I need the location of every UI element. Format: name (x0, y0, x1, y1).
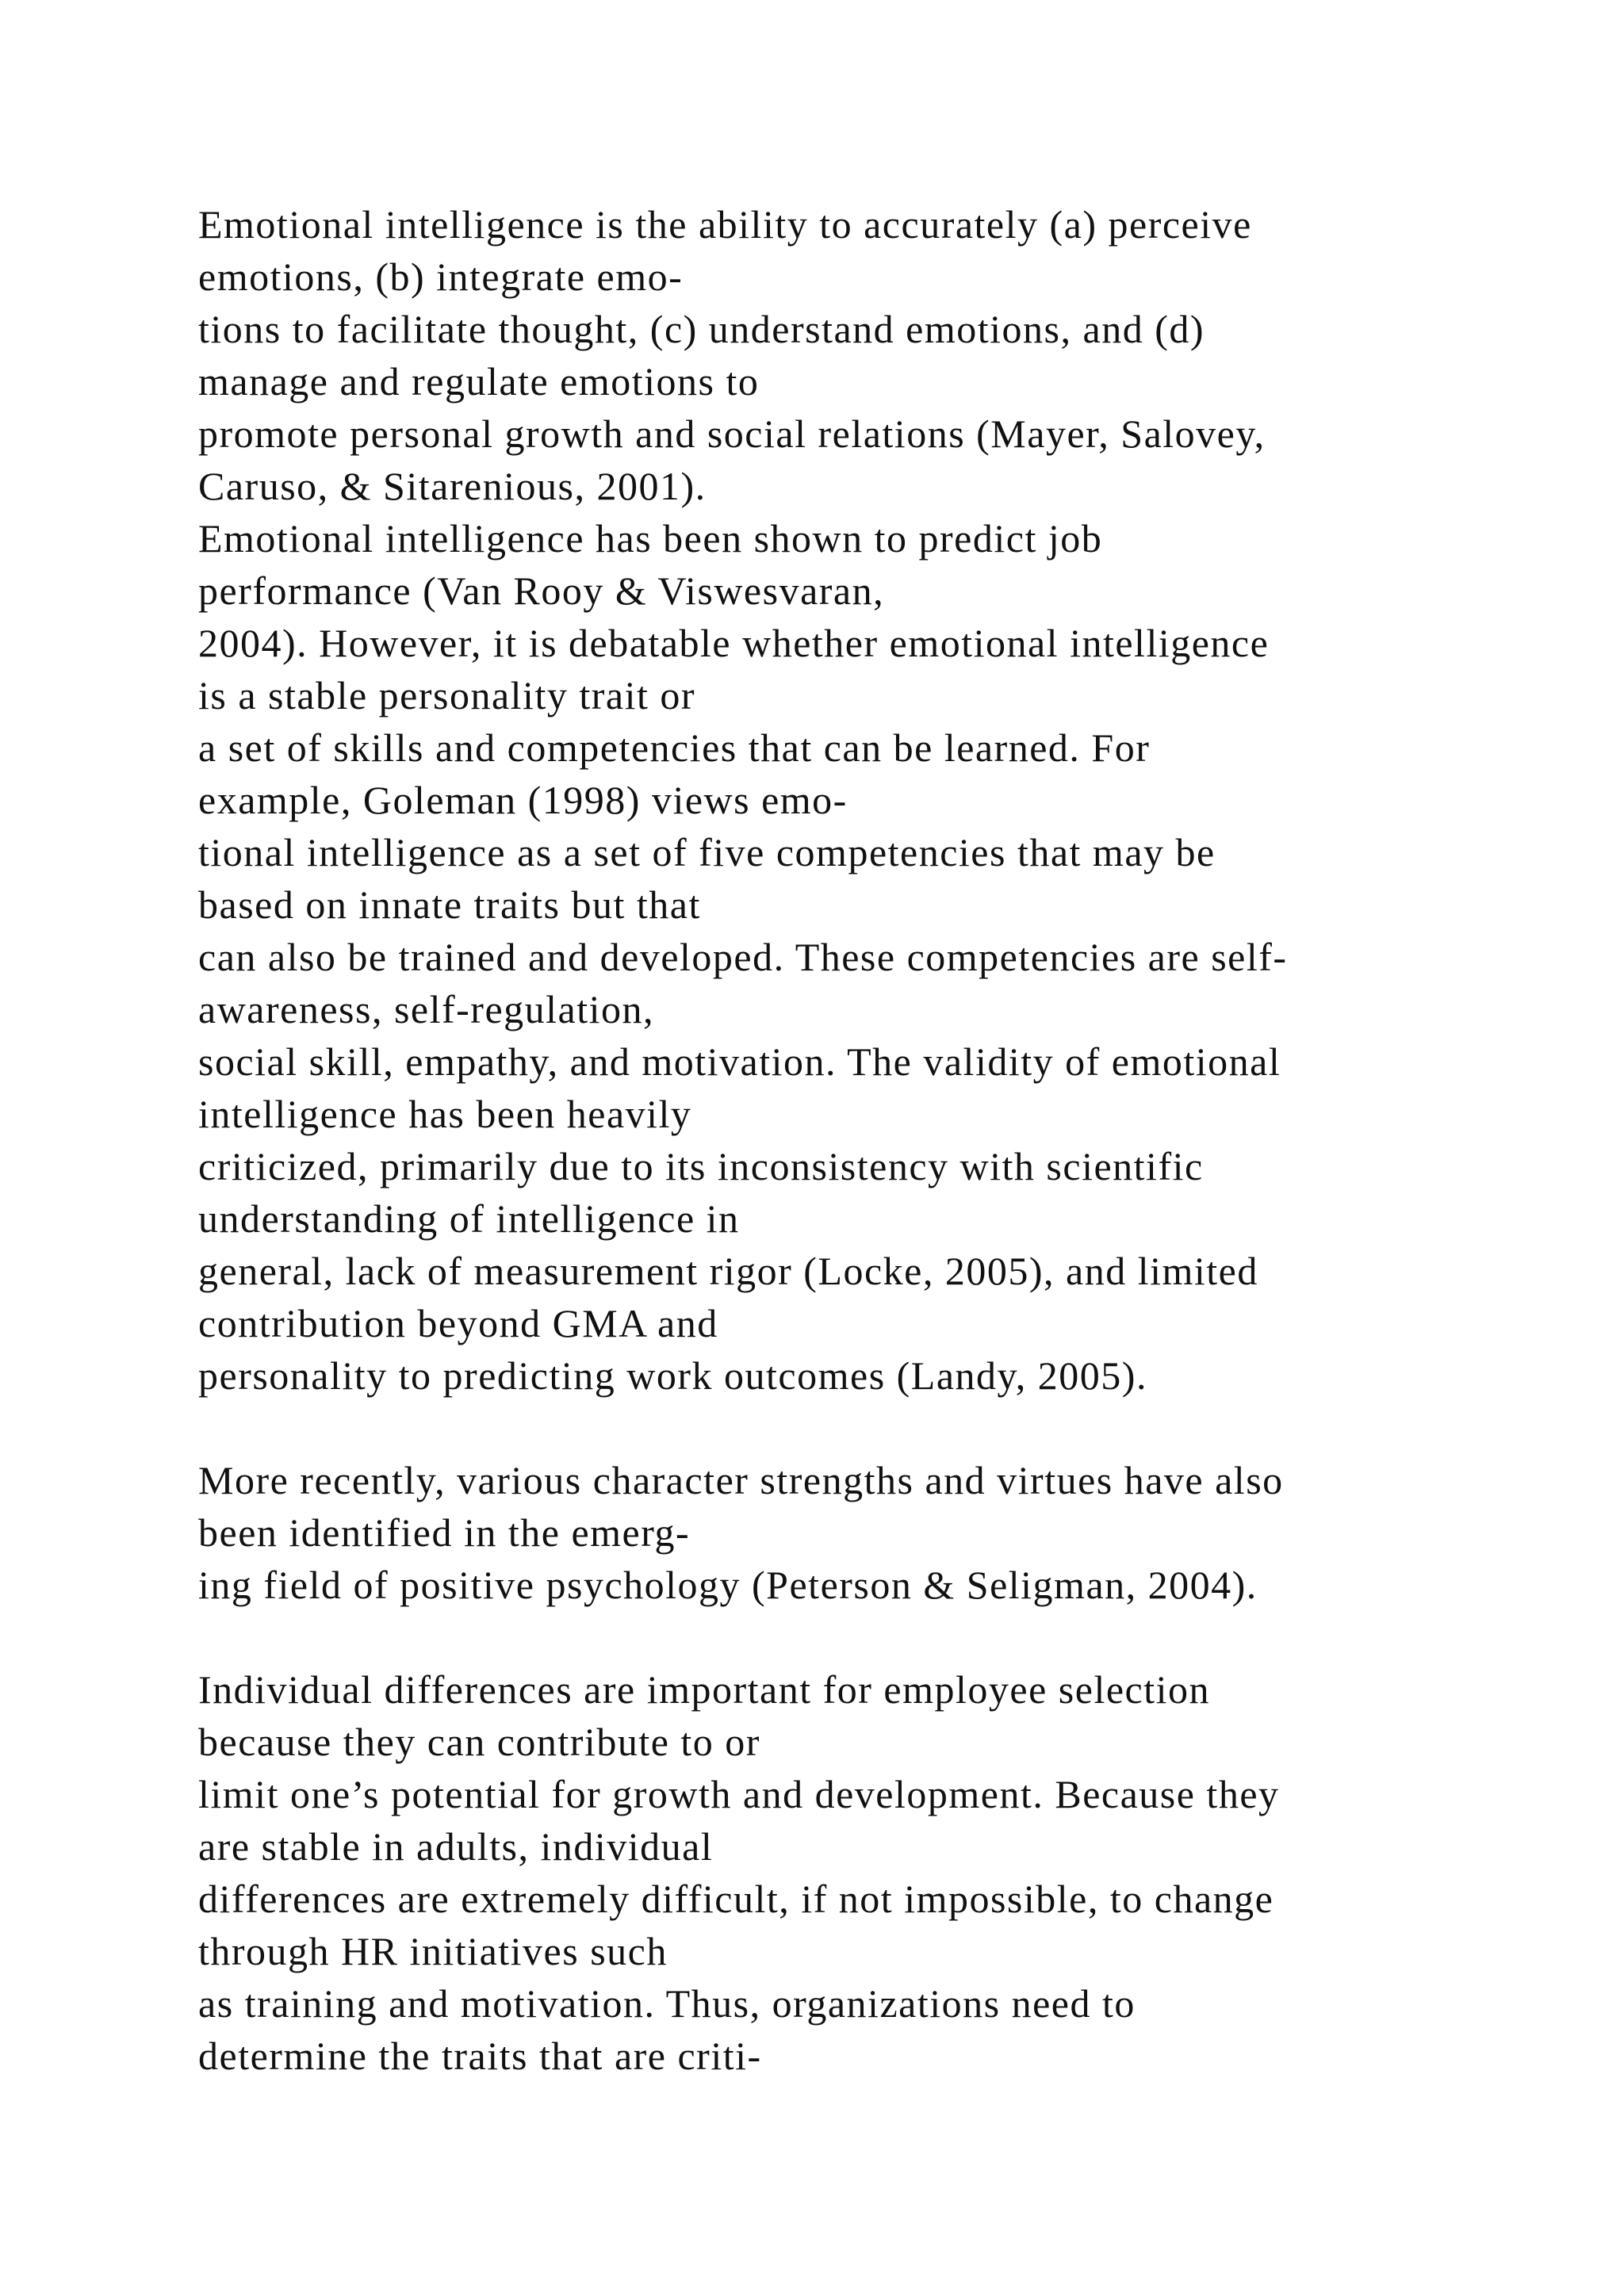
text-line: More recently, various character strengths and virtues have also (198, 1458, 1284, 1502)
text-line: intelligence has been heavily (198, 1092, 692, 1136)
text-line: through HR initiatives such (198, 1929, 668, 1973)
text-line: tional intelligence as a set of five competencies that may be (198, 830, 1216, 874)
text-line: ing field of positive psychology (Peterson & Seligman, 2004). (198, 1563, 1258, 1607)
paragraph (198, 1454, 1546, 1611)
text-line: is a stable personality trait or (198, 673, 696, 718)
text-line: tions to facilitate thought, (c) understand emotions, and (d) (198, 307, 1205, 351)
text-line: limit one’s potential for growth and development. Because they (198, 1772, 1280, 1816)
text-line: because they can contribute to or (198, 1720, 760, 1764)
text-line: criticized, primarily due to its inconsistency with scientific (198, 1144, 1204, 1188)
text-line: been identified in the emerg- (198, 1510, 691, 1555)
document-body (198, 198, 1546, 2082)
paragraph (198, 198, 1546, 1402)
paragraph (198, 1663, 1546, 2082)
text-line: general, lack of measurement rigor (Locke, 2005), and limited (198, 1249, 1258, 1293)
text-line: awareness, self-regulation, (198, 987, 654, 1031)
text-line: are stable in adults, individual (198, 1824, 714, 1869)
text-line: Individual differences are important for employee selection (198, 1667, 1210, 1712)
text-line: manage and regulate emotions to (198, 359, 760, 404)
text-line: Emotional intelligence has been shown to predict job (198, 516, 1103, 561)
text-line: performance (Van Rooy & Viswesvaran, (198, 568, 885, 613)
text-line: determine the traits that are criti- (198, 2034, 762, 2078)
text-line: differences are extremely difficult, if not impossible, to change (198, 1877, 1274, 1921)
text-line: example, Goleman (1998) views emo- (198, 778, 848, 822)
text-line: as training and motivation. Thus, organizations need to (198, 1981, 1136, 2026)
text-line: Caruso, & Sitarenious, 2001). (198, 464, 707, 508)
text-line: contribution beyond GMA and (198, 1301, 718, 1345)
text-line: social skill, empathy, and motivation. The validity of emotional (198, 1039, 1281, 1084)
text-line: can also be trained and developed. These competencies are self- (198, 935, 1288, 979)
text-line: Emotional intelligence is the ability to accurately (a) perceive (198, 202, 1252, 247)
paragraph-gap (198, 1402, 1546, 1454)
text-line: emotions, (b) integrate emo- (198, 254, 684, 299)
text-line: based on innate traits but that (198, 882, 701, 927)
text-line: personality to predicting work outcomes (Landy, 2005). (198, 1353, 1147, 1398)
text-line: promote personal growth and social relations (Mayer, Salovey, (198, 411, 1266, 456)
text-line: 2004). However, it is debatable whether emotional intelligence (198, 621, 1270, 665)
text-line: understanding of intelligence in (198, 1196, 740, 1241)
text-line: a set of skills and competencies that can be learned. For (198, 725, 1151, 770)
paragraph-gap (198, 1611, 1546, 1663)
